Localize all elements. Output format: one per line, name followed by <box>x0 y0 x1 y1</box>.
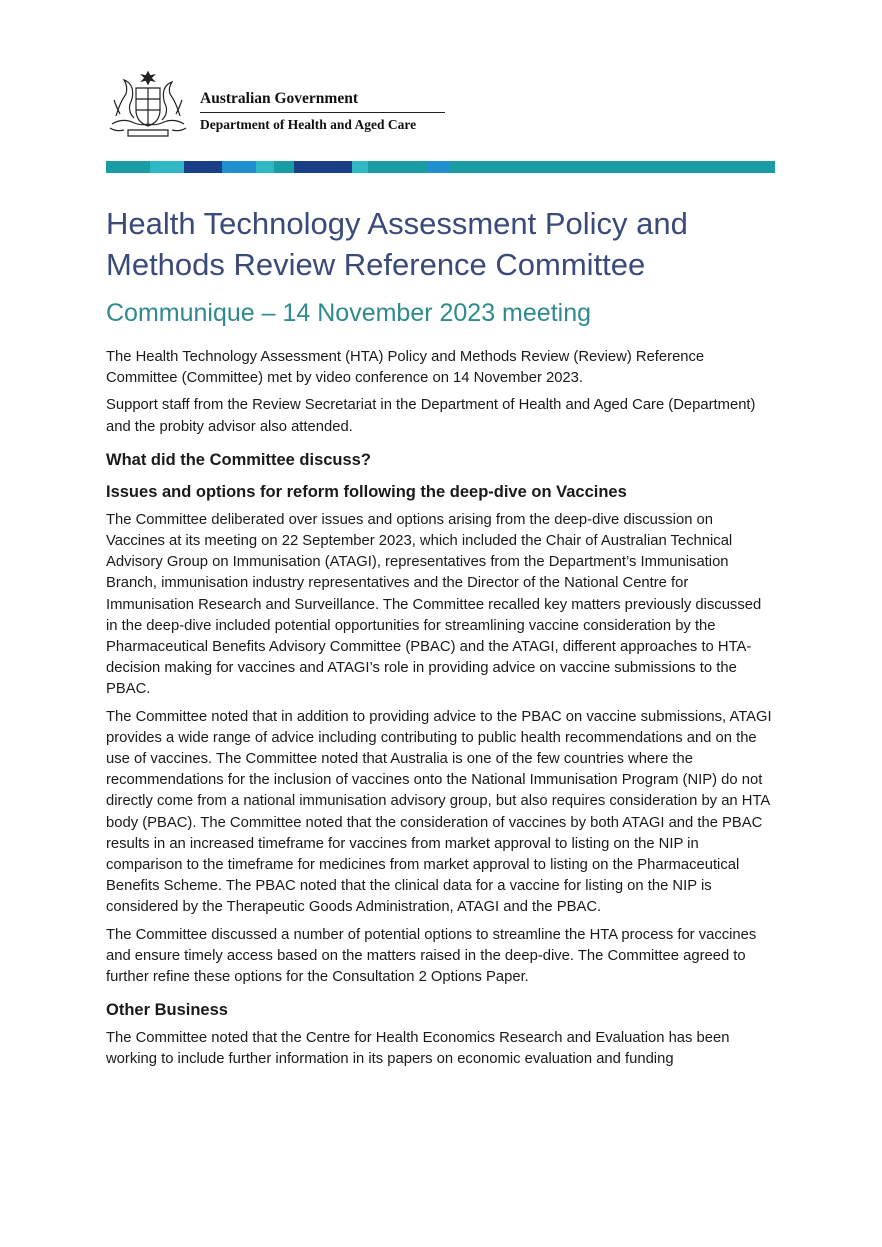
stripe-segment <box>184 161 222 173</box>
vaccines-paragraph: The Committee noted that in addition to providing advice to the PBAC on vaccine submissions, ATAGI provides a wide range of advice including contributing to public health recommendations and on the use of vaccines. The Committee noted that Australia is one of the few countries where the recommendations for the inclusion of vaccines onto the National Immunisation Program (NIP) do not directly come from a national immunisation advisory group, but also requires consideration by an HTA body (PBAC). The Committee noted that the consideration of vaccines by both ATAGI and the PBAC results in an increased timeframe for vaccines from market approval to listing on the NIP in comparison to the timeframe for medicines from market approval to listing on the Pharmaceutical Benefits Scheme. The PBAC noted that the clinical data for a vaccine for listing on the NIP is considered by the Therapeutic Goods Administration, ATAGI and the PBAC. <box>106 708 772 916</box>
section-heading-other: Other Business <box>106 1001 228 1020</box>
other-business-paragraph: The Committee noted that the Centre for Health Economics Research and Evaluation has been working to include further information in its papers on economic evaluation and funding <box>106 1030 730 1068</box>
document-body <box>106 203 776 1071</box>
title-line-1: Health Technology Assessment Policy and <box>106 206 688 241</box>
color-stripe-divider <box>106 161 775 173</box>
page-subtitle: Communique – 14 November 2023 meeting <box>106 299 591 327</box>
stripe-segment <box>368 161 428 173</box>
stripe-segment <box>274 161 294 173</box>
page-title <box>106 203 776 285</box>
title-line-2: Methods Review Reference Committee <box>106 247 646 282</box>
stripe-segment <box>428 161 450 173</box>
government-name: Australian Government <box>200 90 445 113</box>
intro-paragraph: Support staff from the Review Secretariat in the Department of Health and Aged Care (Department) and the probity advisor also attended. <box>106 397 756 435</box>
stripe-segment <box>106 161 150 173</box>
vaccines-paragraph: The Committee discussed a number of potential options to streamline the HTA process for vaccines and ensure timely access based on the matters raised in the deep-dive. The Committee agreed to further refine these options for the Consultation 2 Options Paper. <box>106 926 757 986</box>
stripe-segment <box>352 161 368 173</box>
department-name: Department of Health and Aged Care <box>200 117 417 132</box>
stripe-segment <box>294 161 352 173</box>
stripe-segment <box>450 161 775 173</box>
stripe-segment <box>150 161 184 173</box>
section-heading-discuss: What did the Committee discuss? <box>106 450 371 469</box>
coat-of-arms-icon <box>106 70 190 138</box>
government-header <box>106 70 451 140</box>
intro-paragraph: The Health Technology Assessment (HTA) Policy and Methods Review (Review) Reference Committee (Committee) met by video conference on 14 November 2023. <box>106 349 705 387</box>
stripe-segment <box>256 161 274 173</box>
vaccines-paragraph: The Committee deliberated over issues and options arising from the deep-dive discussion on Vaccines at its meeting on 22 September 2023, which included the Chair of Australian Technical Advisory Group on Immunisation (ATAGI), representatives from the Department’s Immunisation Branch, immunisation industry representatives and the Director of the National Centre for Immunisation Research and Surveillance. The Committee recalled key matters previously discussed in the deep-dive included potential opportunities for streamlining vaccine consideration by the Pharmaceutical Benefits Advisory Committee (PBAC) and the ATAGI, different approaches to HTA-decision making for vaccines and ATAGI’s role in providing advice on vaccine submissions to the PBAC. <box>106 511 762 698</box>
section-heading-vaccines: Issues and options for reform following the deep-dive on Vaccines <box>106 482 627 501</box>
stripe-segment <box>222 161 256 173</box>
